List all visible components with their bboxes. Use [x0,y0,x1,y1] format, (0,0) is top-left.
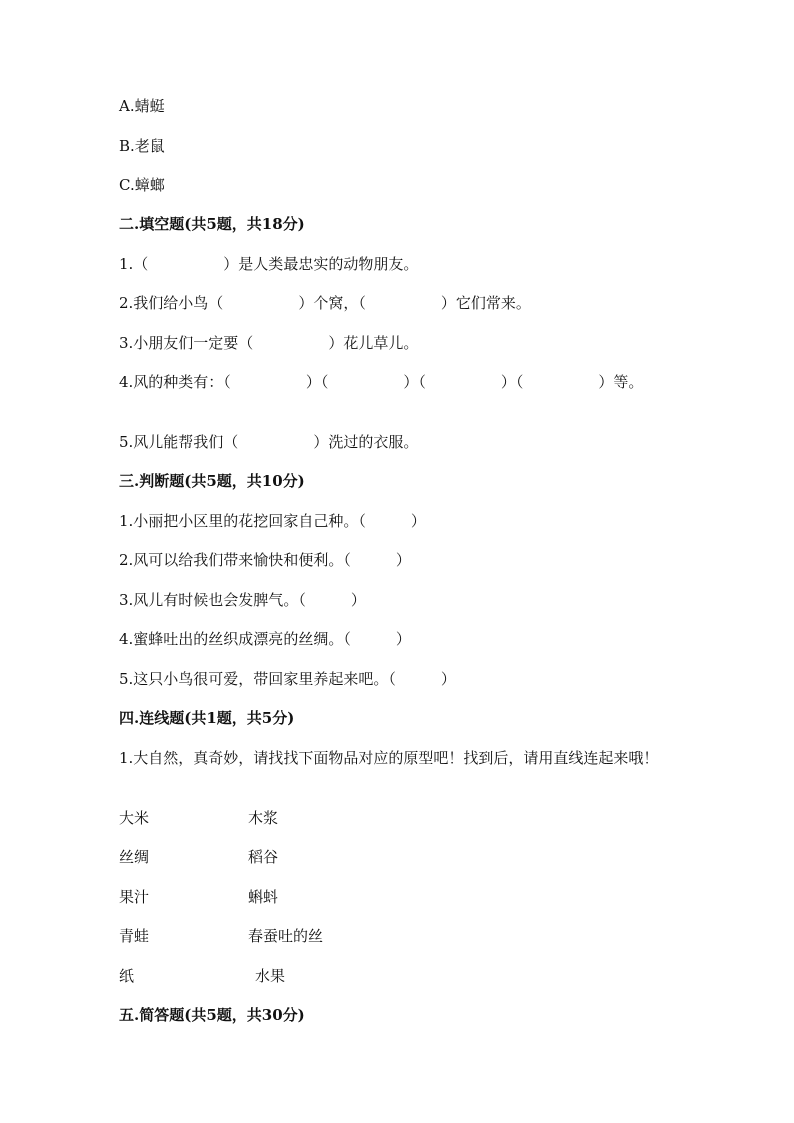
true-false-question-1: 1.小丽把小区里的花挖回家自己种。（ ） [119,512,426,530]
fill-blank-question-4: 4.风的种类有：（ ）（ ）（ ）（ ）等。 [119,373,644,391]
section-heading-short-answer: 五.简答题(共5题，共30分) [119,1006,305,1024]
choice-b: B.老鼠 [119,137,165,155]
fill-blank-question-5: 5.风儿能帮我们（ ）洗过的衣服。 [119,433,419,451]
true-false-question-3: 3.风儿有时候也会发脾气。（ ） [119,591,366,609]
section-heading-fill-blank: 二.填空题(共5题，共18分) [119,215,305,233]
match-right-item: 春蚕吐的丝 [248,927,324,945]
choice-c: C.蟑螂 [119,176,165,194]
true-false-question-4: 4.蜜蜂吐出的丝织成漂亮的丝绸。（ ） [119,630,411,648]
section-heading-matching: 四.连线题(共1题，共5分) [119,709,295,727]
section-heading-true-false: 三.判断题(共5题，共10分) [119,472,305,490]
match-left-item: 果汁 [119,888,150,906]
true-false-question-5: 5.这只小鸟很可爱，带回家里养起来吧。（ ） [119,670,456,688]
fill-blank-question-1: 1.（ ）是人类最忠实的动物朋友。 [119,255,419,273]
match-right-item: 蝌蚪 [248,888,279,906]
choice-a: A.蜻蜓 [119,97,165,115]
match-right-item: 水果 [255,967,286,985]
match-right-item: 木浆 [248,809,279,827]
match-right-item: 稻谷 [248,848,279,866]
match-left-item: 大米 [119,809,150,827]
match-left-item: 纸 [119,967,135,985]
fill-blank-question-2: 2.我们给小鸟（ ）个窝，（ ）它们常来。 [119,294,531,312]
matching-question-1: 1.大自然，真奇妙，请找找下面物品对应的原型吧！找到后，请用直线连起来哦！ [119,749,659,767]
fill-blank-question-3: 3.小朋友们一定要（ ）花儿草儿。 [119,334,419,352]
true-false-question-2: 2.风可以给我们带来愉快和便利。（ ） [119,551,411,569]
match-left-item: 青蛙 [119,927,150,945]
match-left-item: 丝绸 [119,848,150,866]
